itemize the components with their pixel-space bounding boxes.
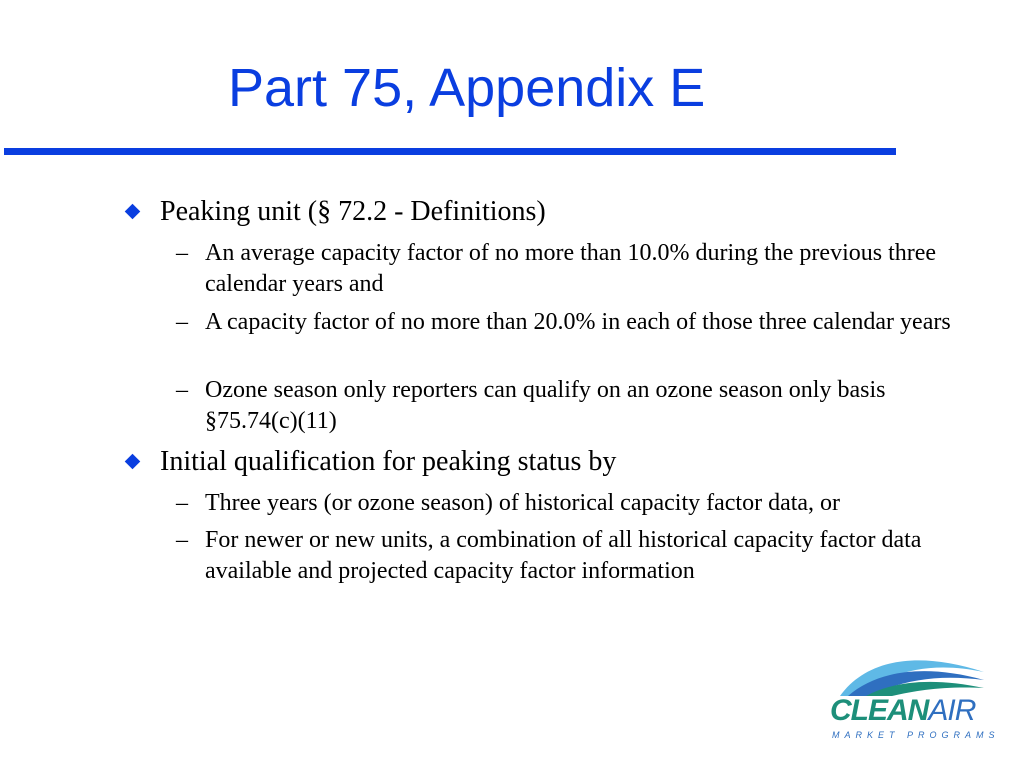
diamond-bullet-icon [125,204,141,220]
dash-marker: – [176,490,188,516]
logo-wordmark [830,696,975,726]
slide-title: Part 75, Appendix E [228,58,706,118]
dash-marker: – [176,377,188,403]
bullet-initial-qualification: Initial qualification for peaking status by [160,446,617,477]
sub-bullet-capacity-factor: A capacity factor of no more than 20.0% in each of those three calendar years [205,309,951,335]
dash-marker: – [176,309,188,335]
logo-word-clean: CLEAN [830,694,929,727]
sub-bullet-three-years: Three years (or ozone season) of historical capacity factor data, or [205,490,841,516]
logo-word-air: AIR [928,694,976,727]
dash-marker: – [176,527,188,553]
dash-marker: – [176,240,188,266]
sub-bullet-average-capacity: An average capacity factor of no more than 10.0% during the previous three calendar years and [205,240,937,297]
wave-swoosh-icon [826,650,986,700]
diamond-bullet-icon [125,454,141,470]
clean-air-logo [826,650,1000,750]
logo-subtitle: MARKET PROGRAMS [832,730,1000,740]
bullet-peaking-unit: Peaking unit (§ 72.2 - Definitions) [160,196,546,227]
sub-bullet-ozone-season: Ozone season only reporters can qualify on an ozone season only basis §75.74(c)(11) [205,377,886,434]
sub-bullet-newer-units: For newer or new units, a combination of all historical capacity factor data available and projected capacity factor information [205,527,922,584]
